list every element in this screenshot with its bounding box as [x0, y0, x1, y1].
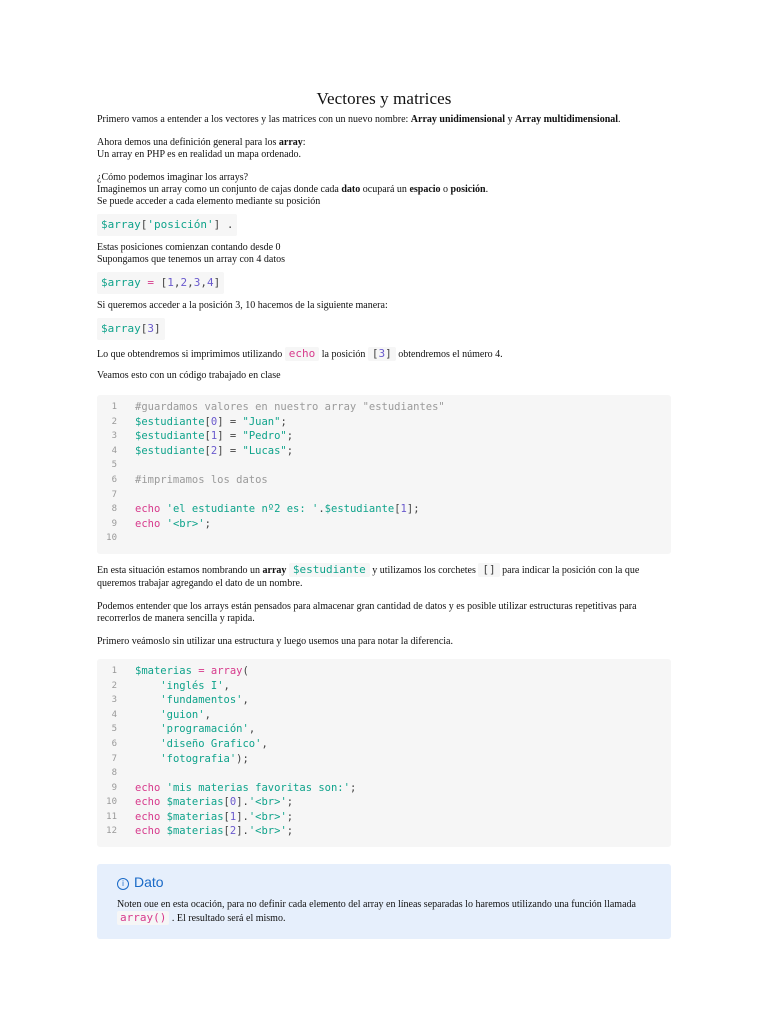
obtain-position-code	[368, 347, 396, 361]
hint-title	[117, 872, 651, 892]
code-keyword: echo	[135, 517, 161, 530]
line-number: 10	[106, 797, 117, 808]
code-line	[97, 458, 671, 473]
code-var: $array	[101, 218, 141, 231]
situation-text-mid: y utilizamos los corchetes	[369, 564, 479, 576]
code-string: "Pedro"	[242, 430, 287, 443]
imagine-question: ¿Cómo podemos imaginar los arrays?	[97, 172, 249, 183]
line-number: 12	[106, 826, 117, 837]
line-number: 6	[111, 738, 117, 749]
code-number: 1	[229, 810, 237, 823]
code-equals: =	[140, 276, 161, 289]
line-number: 9	[111, 782, 117, 793]
code-var: $array	[101, 276, 141, 289]
imagine-line-2	[97, 184, 671, 196]
code-keyword: echo	[135, 825, 161, 838]
intro-paragraph	[97, 114, 671, 126]
situation-code: $estudiante	[289, 563, 370, 577]
code-line: 3 $estudiante[1] = "Pedro";	[97, 429, 671, 444]
code-line: 7 'fotografia');	[97, 752, 671, 767]
code-number: 3	[147, 322, 154, 335]
code-snippet-1	[97, 214, 671, 236]
line-number: 8	[111, 504, 117, 515]
code-string: '<br>'	[166, 517, 205, 530]
definition-colon: :	[302, 137, 306, 148]
code-string: 'fundamentos'	[160, 694, 243, 707]
code-bracket-close: ]	[213, 276, 221, 289]
definition-text: Ahora demos una definición general para los	[97, 137, 279, 148]
code-snippet-3	[97, 318, 671, 340]
code-bracket-open: [	[140, 218, 148, 231]
code-line	[97, 400, 671, 415]
code-bracket-close: ]	[213, 218, 221, 231]
definition-line-1	[97, 137, 671, 149]
line-number: 4	[111, 445, 117, 456]
code-line: 8 echo 'el estudiante nº2 es: '.$estudiante[1];	[97, 502, 671, 517]
code-string: 'posición'	[147, 218, 214, 231]
line-number: 7	[111, 753, 117, 764]
hint-text-post: . El resultado será el mismo.	[169, 913, 286, 925]
code-comment: #imprimamos los datos	[135, 473, 268, 486]
imagine-text-a: Imaginemos un array como un conjunto de cajas donde cada	[97, 184, 342, 195]
code-string: "Lucas"	[242, 444, 287, 457]
obtain-text-post: obtendremos el número 4.	[395, 349, 503, 360]
code-snippet-2	[97, 272, 671, 294]
code-number: 4	[207, 276, 214, 289]
obtain-echo-code: echo	[285, 347, 320, 361]
code-line: 1 $materias = array(	[97, 664, 671, 679]
imagine-text-c: ocupará un	[360, 184, 410, 195]
line-number: 4	[111, 709, 117, 720]
obtain-line	[97, 346, 671, 364]
positions-line-2: Supongamos que tenemos un array con 4 datos	[97, 254, 286, 265]
code-number: 2	[229, 825, 237, 838]
line-number: 3	[111, 431, 117, 442]
code-comma: ,	[187, 276, 194, 289]
code-number: 0	[210, 415, 218, 428]
code-line: 5 'programación',	[97, 722, 671, 737]
intro-and: y	[504, 114, 515, 125]
hint-code: array()	[117, 911, 169, 925]
line-number: 5	[111, 460, 117, 471]
code-number: 0	[229, 796, 237, 809]
code-line	[97, 473, 671, 488]
hint-title-text: Dato	[134, 874, 164, 891]
page-title: Vectores y matrices	[316, 89, 452, 108]
code-number: 2	[180, 276, 188, 289]
code-line: 2 $estudiante[0] = "Juan";	[97, 415, 671, 430]
code-var: $materias	[166, 810, 224, 823]
inline-code-3	[97, 318, 165, 340]
access-line: Si queremos acceder a la posición 3, 10 hacemos de la siguiente manera:	[97, 300, 388, 311]
code-line	[97, 531, 671, 546]
code-line: 9 echo 'mis materias favoritas son:';	[97, 781, 671, 796]
code-block-estudiantes	[97, 395, 671, 554]
line-number: 1	[111, 402, 117, 412]
code-comment: #guardamos valores en nuestro array "estudiantes"	[135, 401, 445, 413]
code-line: 3 'fundamentos',	[97, 693, 671, 708]
code-string: '<br>'	[248, 810, 287, 823]
code-comma: ,	[173, 276, 181, 289]
intro-bold-2: Array multidimensional	[514, 114, 619, 125]
code-keyword: echo	[135, 796, 161, 809]
imagine-text-g: .	[485, 184, 489, 195]
imagine-bold-espacio: espacio	[409, 184, 441, 195]
code-var: $materias	[135, 664, 192, 677]
code-string: "Juan"	[242, 415, 281, 428]
definition-bold: array	[278, 137, 303, 148]
code-line	[97, 488, 671, 503]
code-line	[97, 766, 671, 781]
code-number: 1	[210, 430, 218, 443]
code-var: $estudiante	[135, 415, 205, 428]
hint-text-pre: Noten oue en esta ocación, para no definir cada elemento del array en líneas separadas lo haremos utilizando una función llamada	[117, 899, 636, 911]
intro-text: Primero vamos a entender a los vectores y las matrices con un nuevo nombre:	[97, 114, 411, 125]
code-bracket-close: ]	[154, 322, 161, 335]
code-number: 3	[193, 276, 201, 289]
line-number: 7	[111, 489, 117, 500]
imagine-text-e: o	[440, 184, 451, 195]
line-number: 2	[111, 416, 117, 427]
code-number: 1	[167, 276, 174, 289]
imagine-bold-dato: dato	[341, 184, 361, 195]
line-number: 6	[111, 474, 117, 485]
code-string: '<br>'	[248, 796, 287, 809]
imagine-line-3: Se puede acceder a cada elemento mediante su posición	[97, 196, 321, 207]
code-line: 11 echo $materias[1].'<br>';	[97, 810, 671, 825]
situation-text-pre: En esta situación estamos nombrando un	[97, 564, 263, 576]
code-bracket-open: [	[140, 322, 148, 335]
code-line: 6 'diseño Grafico',	[97, 737, 671, 752]
code-function: array	[210, 664, 243, 677]
code-number: 3	[378, 347, 386, 360]
code-line: 9 echo '<br>';	[97, 517, 671, 532]
first-line: Primero veámoslo sin utilizar una estructura y luego usemos una para notar la diferencia.	[97, 635, 453, 647]
code-string: 'inglés I'	[160, 679, 224, 692]
line-number: 5	[111, 724, 117, 735]
code-keyword: echo	[135, 781, 161, 794]
code-string: 'guion'	[160, 708, 205, 721]
intro-end: .	[618, 114, 621, 125]
line-number: 10	[106, 533, 117, 544]
code-line: 4 'guion',	[97, 708, 671, 723]
code-comma: ,	[200, 276, 207, 289]
code-string: 'el estudiante nº2 es: '	[166, 503, 319, 516]
positions-line-1: Estas posiciones comienzan contando desde 0	[97, 242, 281, 253]
document-page	[97, 88, 671, 939]
code-line: 12 echo $materias[2].'<br>';	[97, 824, 671, 839]
line-number: 1	[111, 665, 117, 676]
obtain-text-pre: Lo que obtendremos si imprimimos utilizando	[97, 349, 285, 360]
code-var: $materias	[166, 796, 224, 809]
inline-code-1	[97, 214, 237, 236]
code-line: 10 echo $materias[0].'<br>';	[97, 795, 671, 810]
code-string: '<br>'	[248, 825, 287, 838]
line-number: 9	[111, 518, 117, 529]
see-line: Veamos esto con un código trabajado en clase	[97, 370, 281, 381]
definition-line-2: Un array en PHP es en realidad un mapa ordenado.	[97, 149, 302, 160]
line-number: 3	[111, 695, 117, 706]
line-number: 11	[106, 811, 117, 822]
obtain-text-mid: la posición	[319, 349, 368, 360]
situation-bold: array	[262, 564, 287, 576]
situation-text-post: para indicar la posición con la que queremos trabajar agregando el dato de un nombre.	[97, 564, 640, 589]
situation-brackets-code: []	[478, 563, 499, 577]
hint-body	[117, 898, 651, 925]
code-line: 4 $estudiante[2] = "Lucas";	[97, 444, 671, 459]
code-number: 2	[210, 444, 218, 457]
line-number: 2	[111, 680, 117, 691]
code-var: $estudiante	[135, 430, 205, 443]
situation-paragraph	[97, 563, 671, 590]
imagine-bold-posicion: posición	[450, 184, 486, 195]
code-var: $estudiante	[135, 444, 205, 457]
code-block-materias	[97, 659, 671, 847]
code-bracket-open: [	[160, 276, 168, 289]
code-number: 1	[400, 503, 407, 516]
code-var: $materias	[166, 825, 224, 838]
code-string: 'mis materias favoritas son:'	[166, 781, 350, 794]
code-string: 'fotografia'	[160, 752, 237, 765]
code-keyword: echo	[135, 503, 161, 516]
info-icon: i	[117, 878, 129, 890]
code-bracket-open: [	[371, 347, 379, 360]
intro-bold-1: Array unidimensional	[410, 114, 505, 125]
hint-box	[97, 864, 671, 939]
code-line: 2 'inglés I',	[97, 679, 671, 694]
code-string: 'programación'	[160, 723, 249, 736]
code-bracket-close: ]	[385, 347, 392, 360]
code-string: 'diseño Grafico'	[160, 737, 262, 750]
code-var: $estudiante	[324, 503, 395, 516]
understand-paragraph: Podemos entender que los arrays están pensados para almacenar gran cantidad de datos y es posible utilizar estructuras repetitivas para recorrerlos de manera sencilla y rapida.	[97, 600, 637, 624]
line-number: 8	[111, 768, 117, 779]
code-dot: .	[220, 218, 234, 231]
code-keyword: echo	[135, 810, 161, 823]
inline-code-2	[97, 272, 224, 294]
code-var: $array	[101, 322, 141, 335]
